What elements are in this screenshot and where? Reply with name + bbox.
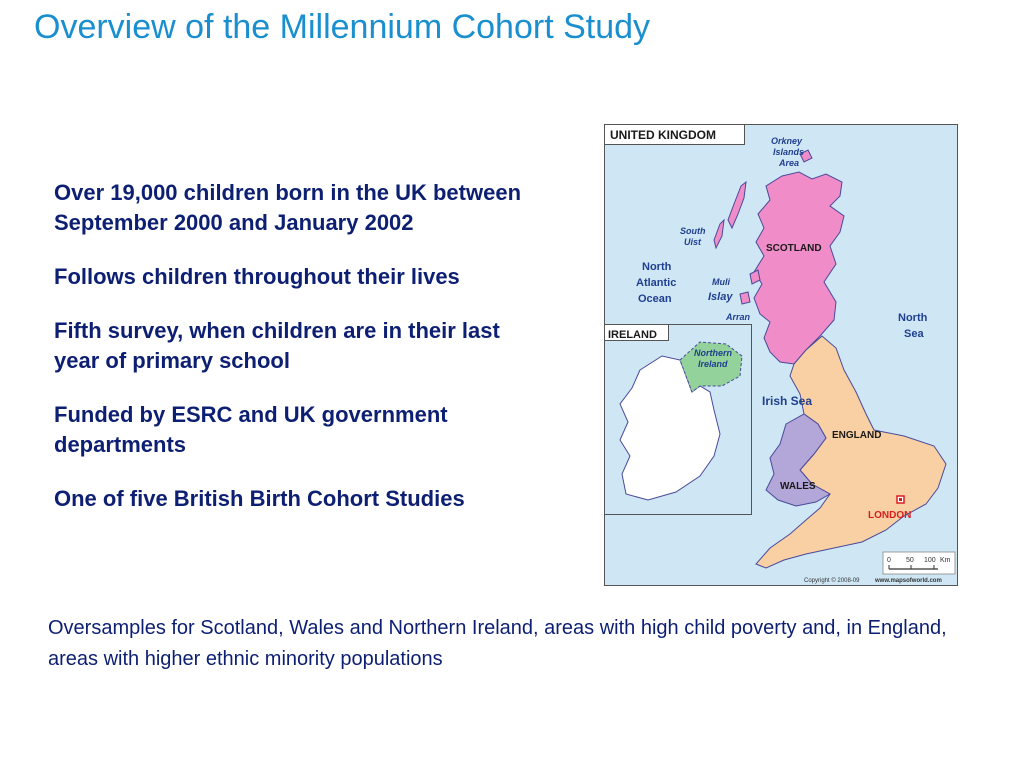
scotland-label: SCOTLAND <box>766 243 822 254</box>
orkney-label: Islands <box>773 147 805 157</box>
bullet-item: Fifth survey, when children are in their last year of primary school <box>54 318 500 373</box>
england-label: ENGLAND <box>832 430 882 441</box>
orkney-label: Area <box>779 158 800 168</box>
website-text: www.mapsofworld.com <box>875 578 942 584</box>
uk-map-graphic <box>604 124 958 586</box>
bullet-item: Follows children throughout their lives <box>54 264 460 289</box>
oversample-note: Oversamples for Scotland, Wales and Northern Ireland, areas with high child poverty and, in England, areas with higher ethnic minority populations <box>48 617 947 670</box>
uk-map <box>604 124 958 586</box>
north-atlantic-label: Atlantic <box>636 277 677 289</box>
northern-ireland-label: Ireland <box>698 359 728 369</box>
wales-label: WALES <box>780 481 816 492</box>
slide-title: Overview of the Millennium Cohort Study <box>34 8 651 46</box>
south-uist-label: South <box>680 226 706 236</box>
north-atlantic-label: North <box>642 261 672 273</box>
arran-label: Arran <box>726 312 751 322</box>
bullet-item: Funded by ESRC and UK government departments <box>54 402 448 457</box>
bullet-item: One of five British Birth Cohort Studies <box>54 486 465 511</box>
map-header: UNITED KINGDOM <box>610 128 716 142</box>
scale-label: 0 <box>887 557 891 564</box>
orkney-label: Orkney <box>771 136 803 146</box>
scale-label: 100 <box>924 557 936 564</box>
muli-label: Muli <box>712 277 730 287</box>
north-sea-label: North <box>898 312 928 324</box>
islay-label: Islay <box>708 291 733 303</box>
scale-label: 50 <box>906 557 914 564</box>
northern-ireland-label: Northern <box>694 348 732 358</box>
bullet-item: Over 19,000 children born in the UK between September 2000 and January 2002 <box>54 180 522 235</box>
irish-sea-label: Irish Sea <box>762 394 813 408</box>
south-uist-label: Uist <box>684 237 702 247</box>
north-sea-label: Sea <box>904 328 924 340</box>
islay-island <box>740 292 750 304</box>
london-label: LONDON <box>868 510 912 521</box>
london-marker-dot <box>899 498 902 501</box>
scale-unit: Km <box>940 557 951 564</box>
north-atlantic-label: Ocean <box>638 293 672 305</box>
bullet-list <box>54 178 574 538</box>
ireland-header: IRELAND <box>608 329 657 341</box>
copyright-text: Copyright © 2008-09 <box>804 578 860 584</box>
